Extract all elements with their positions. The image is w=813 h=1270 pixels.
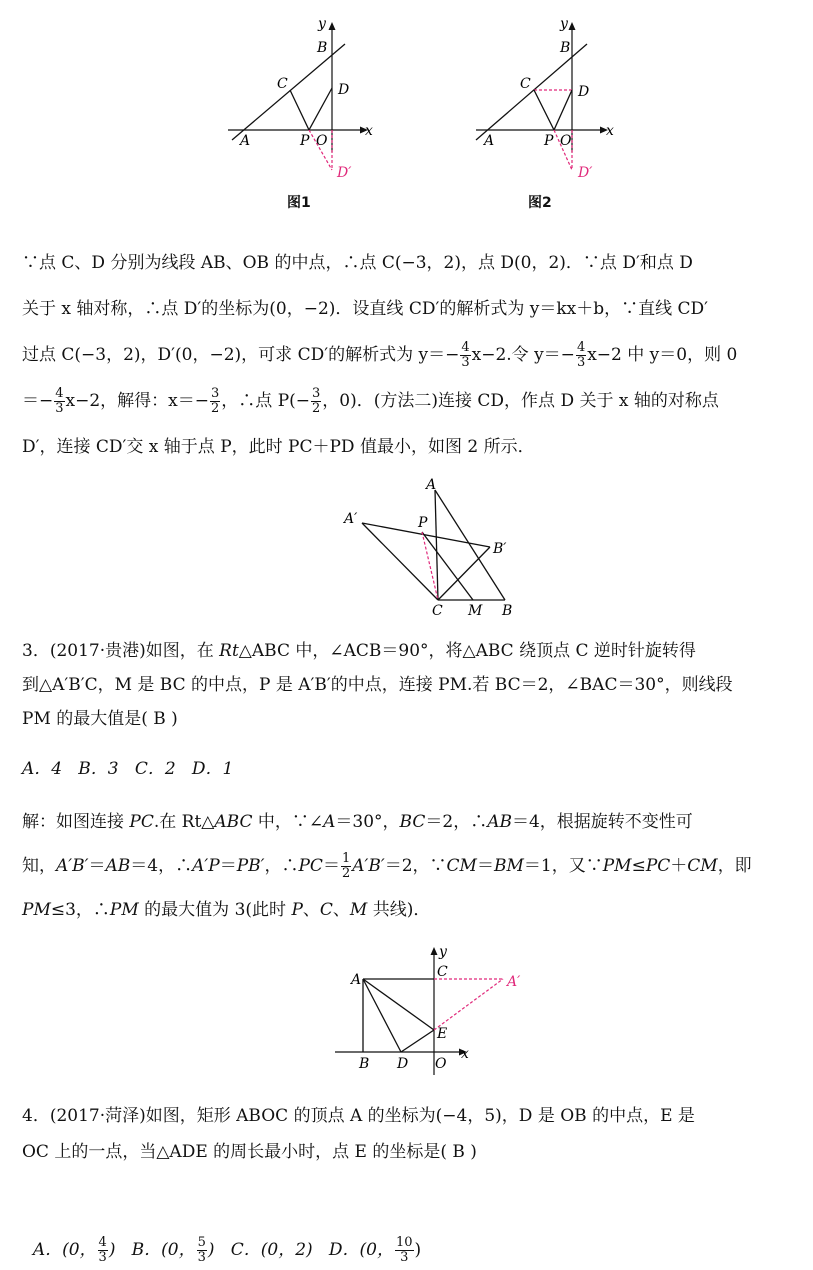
text-span: A′P <box>192 856 220 876</box>
text-span: A <box>323 812 336 832</box>
text-span: ，即 <box>717 856 752 876</box>
text-line: 关于 x 轴对称，∴点 D′的坐标为(0，−2)．设直线 CD′的解析式为 y＝kx＋b，∵直线 CD′ <box>22 299 709 319</box>
text-span: x−2.令 y＝− <box>471 345 575 365</box>
fraction-4-3: $\frac{4}{3}$ <box>576 340 586 370</box>
question-3-options: A．4 B．3 C．2 D．1 <box>22 759 234 779</box>
text-span: x−2 中 y＝0，则 0 <box>587 345 738 365</box>
text-span: x−2，解得：x＝− <box>65 391 210 411</box>
text-span: A′B′ <box>56 856 89 876</box>
label-b: B <box>317 40 328 56</box>
label-dprime: D′ <box>578 165 593 181</box>
text-line <box>22 378 792 424</box>
label-p: P <box>544 133 554 149</box>
text-span: 中，∵∠ <box>252 812 324 832</box>
text-span: .在 Rt△ <box>153 812 215 832</box>
text-span: P <box>291 900 303 920</box>
label-e: E <box>437 1026 448 1042</box>
text-span: ＝2，∴ <box>425 812 488 832</box>
text-span: ＝ <box>219 856 237 876</box>
label-d: D <box>397 1056 409 1072</box>
text-span: PC <box>129 812 154 832</box>
text-line: D′，连接 CD′交 x 轴于点 P，此时 PC＋PD 值最小，如图 2 所示． <box>22 437 535 457</box>
label-y: y <box>439 944 447 960</box>
label-dprime: D′ <box>337 165 352 181</box>
label-d: D <box>578 84 590 100</box>
text-span: 3．(2017·贵港)如图，在 <box>22 641 220 661</box>
label-c: C <box>437 964 448 980</box>
label-p: P <box>300 133 310 149</box>
figure-1-caption: 图1 <box>287 195 311 211</box>
text-span: △ABC 中，∠ACB＝90°，将△ABC 绕顶点 C 逆时针旋转得 <box>238 641 696 661</box>
figure-2 <box>468 12 628 182</box>
segment-pd <box>554 90 572 130</box>
text-span: ＋ <box>670 856 688 876</box>
text-span: ，∴ <box>264 856 299 876</box>
text-span: 、 <box>332 900 350 920</box>
text-span: ＝4，根据旋转不变性可 <box>511 812 693 832</box>
text-span: ＝2，∵ <box>384 856 447 876</box>
option-b: ) B．(0， <box>108 1240 196 1260</box>
segment-ac <box>435 490 438 600</box>
option-a: A．(0， <box>32 1240 97 1260</box>
fraction-4-3: $\frac{4}{3}$ <box>98 1235 107 1265</box>
text-span: PC <box>298 856 323 876</box>
y-arrow <box>569 22 576 30</box>
text-line: 4．(2017·菏泽)如图，矩形 ABOC 的顶点 A 的坐标为(−4，5)，D 是 OB 的中点，E 是 <box>22 1106 695 1126</box>
question-4-options <box>22 1190 792 1270</box>
segment-cp <box>534 90 554 130</box>
label-c: C <box>520 76 531 92</box>
figure-1 <box>220 12 380 182</box>
segment-cp <box>290 90 309 130</box>
text-span: ＝4，∴ <box>130 856 193 876</box>
y-arrow <box>431 947 438 955</box>
label-o: O <box>316 133 328 149</box>
text-span: BC <box>399 812 426 832</box>
label-a: A <box>426 477 437 493</box>
text-span: ＝− <box>22 391 54 411</box>
label-a: A <box>484 133 495 149</box>
label-y: y <box>318 16 326 32</box>
fraction-1-2: $\frac{1}{2}$ <box>341 851 351 881</box>
fraction-3-2: $\frac{3}{2}$ <box>211 386 220 416</box>
segment-de <box>401 1030 434 1052</box>
solution-paragraph-1 <box>22 240 792 470</box>
label-b: B <box>560 40 571 56</box>
text-span: AB <box>105 856 131 876</box>
label-x: x <box>461 1046 469 1062</box>
text-span: 过点 C(−3，2)，D′(0，−2)，可求 CD′的解析式为 y＝− <box>22 345 460 365</box>
text-span: ＝ <box>322 856 340 876</box>
text-span: M <box>349 900 368 920</box>
text-span: 解：如图连接 <box>22 812 130 832</box>
text-span: CM <box>446 856 477 876</box>
line-ab <box>232 44 345 140</box>
label-m: M <box>468 603 483 619</box>
text-span: CM <box>687 856 718 876</box>
text-span: 共线)． <box>367 900 431 920</box>
fraction-4-3: $\frac{4}{3}$ <box>55 386 64 416</box>
label-x: x <box>365 123 373 139</box>
text-line <box>22 888 792 932</box>
text-span: ＝30°， <box>335 812 400 832</box>
line-ab <box>476 44 590 140</box>
segment-pd <box>309 88 332 130</box>
figure-4 <box>335 940 535 1080</box>
text-line: ∵点 C、D 分别为线段 AB、OB 的中点，∴点 C(−3，2)，点 D(0，2)．∵点 D′和点 D <box>22 253 693 273</box>
text-line <box>22 332 792 378</box>
label-x: x <box>606 123 614 139</box>
label-a: A <box>240 133 251 149</box>
text-span: 知， <box>22 856 56 876</box>
segment-bprime-c <box>438 547 490 600</box>
text-line <box>22 634 792 668</box>
text-span: ，∴点 P(− <box>221 391 311 411</box>
text-span: Rt <box>219 641 239 661</box>
text-span: ，0)．(方法二)连接 CD，作点 D 关于 x 轴的对称点 <box>322 391 719 411</box>
y-arrow <box>329 22 336 30</box>
text-line <box>22 844 792 888</box>
segment-e-aprime <box>434 979 503 1030</box>
text-span: ≤ <box>631 856 646 876</box>
text-span: PC <box>645 856 671 876</box>
text-span: 的最大值为 3(此时 <box>138 900 292 920</box>
text-span: C <box>319 900 333 920</box>
option-c-d: ) C．(0，2) D．(0， <box>207 1240 394 1260</box>
text-span: ) <box>414 1240 422 1260</box>
label-y: y <box>560 16 568 32</box>
text-line: 到△A′B′C，M 是 BC 的中点，P 是 A′B′的中点，连接 PM.若 BC＝2，∠BAC＝30°，则线段 <box>22 675 733 695</box>
text-span: PM <box>109 900 139 920</box>
figure-2-caption: 图2 <box>528 195 552 211</box>
label-c: C <box>277 76 288 92</box>
text-line <box>22 800 792 844</box>
label-aprime: A′ <box>507 974 521 990</box>
label-d: D <box>338 82 350 98</box>
label-c: C <box>432 603 443 619</box>
segment-ae <box>363 979 434 1030</box>
fraction-5-3: $\frac{5}{3}$ <box>197 1235 206 1265</box>
label-o: O <box>560 133 572 149</box>
text-span: AB <box>487 812 512 832</box>
label-bprime: B′ <box>493 541 507 557</box>
label-b: B <box>359 1056 370 1072</box>
text-span: PB′ <box>236 856 265 876</box>
label-p: P <box>418 515 428 531</box>
text-span: A′B′ <box>352 856 385 876</box>
label-a: A <box>351 972 362 988</box>
text-span: ＝ <box>88 856 106 876</box>
fraction-10-3: $\frac{10}{3}$ <box>395 1235 413 1265</box>
text-span: BM <box>493 856 524 876</box>
text-span: ＝ <box>476 856 494 876</box>
text-span: 、 <box>302 900 320 920</box>
solution-3 <box>22 800 792 932</box>
label-o: O <box>435 1056 447 1072</box>
text-span: ≤3，∴ <box>50 900 110 920</box>
question-4 <box>22 1098 792 1170</box>
text-span: ABC <box>214 812 253 832</box>
figure-3 <box>340 475 530 620</box>
text-span: ＝1，又∵ <box>523 856 603 876</box>
text-span: PM <box>602 856 632 876</box>
fraction-3-2: $\frac{3}{2}$ <box>312 386 321 416</box>
fraction-4-3: $\frac{4}{3}$ <box>461 340 470 370</box>
question-3 <box>22 634 792 736</box>
text-span: PM <box>22 900 51 920</box>
label-aprime: A′ <box>344 511 358 527</box>
segment-ad <box>363 979 401 1052</box>
text-line: OC 上的一点，当△ADE 的周长最小时，点 E 的坐标是( B ) <box>22 1142 477 1162</box>
text-line: PM 的最大值是( B ) <box>22 709 178 729</box>
label-b: B <box>502 603 513 619</box>
